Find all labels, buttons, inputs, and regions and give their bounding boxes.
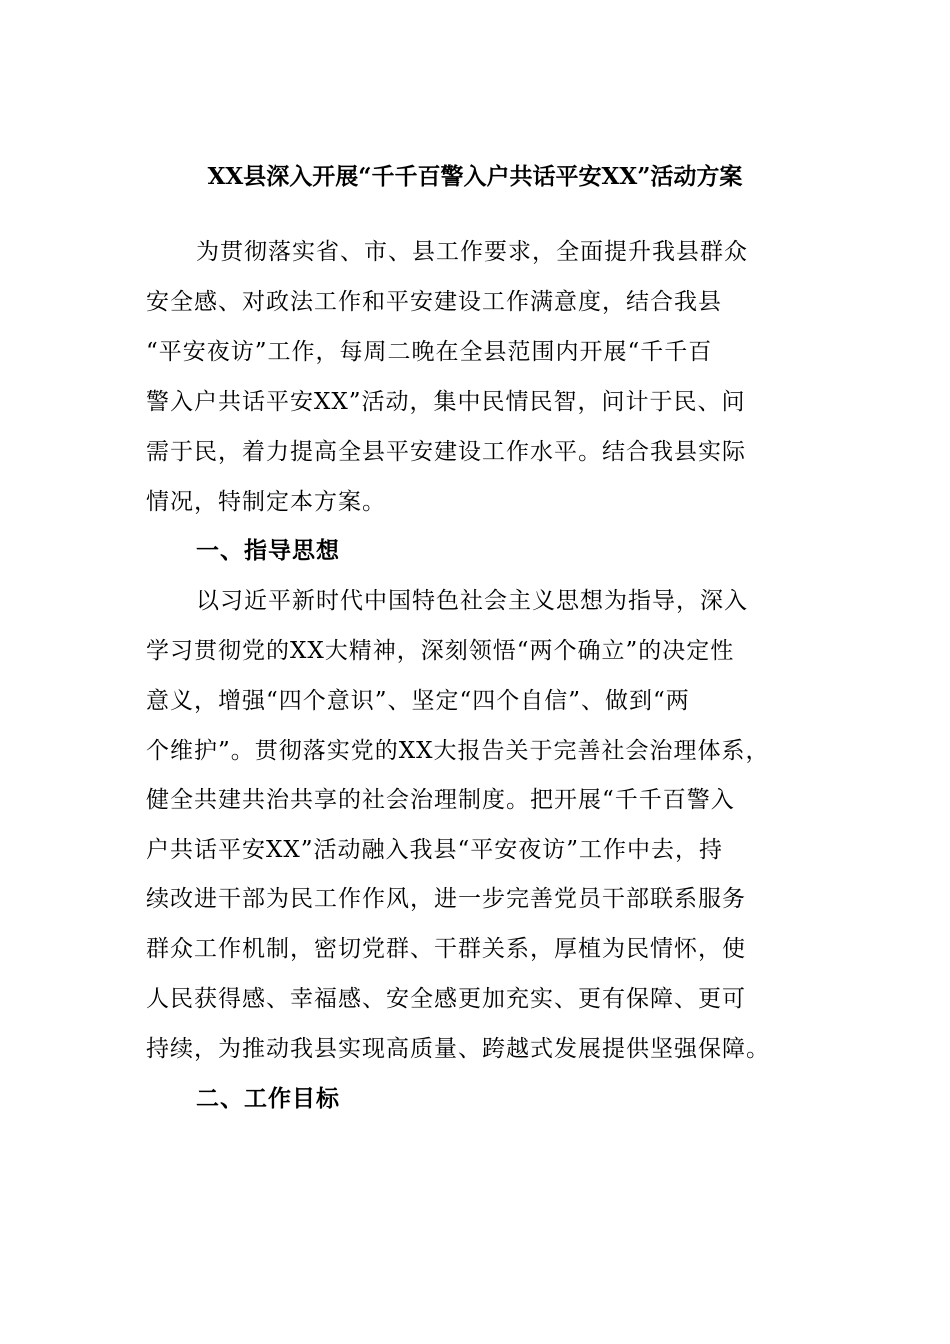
intro-line-1: 为贯彻落实省、市、县工作要求，全面提升我县群众 (196, 239, 748, 265)
document-title: XX县深入开展“千千百警入户共话平安XX”活动方案 (207, 163, 743, 190)
section1-line-4: 个维护”。贯彻落实党的XX大报告关于完善社会治理体系， (146, 738, 770, 764)
intro-line-6: 情况，特制定本方案。 (146, 489, 386, 515)
section1-line-8: 群众工作机制，密切党群、干群关系，厚植为民情怀，使 (146, 936, 746, 962)
section1-line-9: 人民获得感、幸福感、安全感更加充实、更有保障、更可 (146, 986, 746, 1012)
section1-line-1: 以习近平新时代中国特色社会主义思想为指导，深入 (196, 588, 748, 614)
section1-line-2: 学习贯彻党的XX大精神，深刻领悟“两个确立”的决定性 (146, 638, 735, 664)
intro-line-4: 警入户共话平安XX”活动，集中民情民智，问计于民、问 (146, 389, 746, 415)
section-heading-1: 一、指导思想 (196, 537, 340, 564)
intro-line-5: 需于民，着力提高全县平安建设工作水平。结合我县实际 (146, 439, 746, 465)
section-heading-2: 二、工作目标 (196, 1085, 340, 1112)
section1-line-3: 意义，增强“四个意识”、坚定“四个自信”、做到“两 (146, 688, 690, 714)
section1-line-7: 续改进干部为民工作作风，进一步完善党员干部联系服务 (146, 886, 746, 912)
intro-line-2: 安全感、对政法工作和平安建设工作满意度，结合我县 (146, 289, 722, 315)
section1-line-10: 持续，为推动我县实现高质量、跨越式发展提供坚强保障。 (146, 1036, 770, 1062)
section1-line-5: 健全共建共治共享的社会治理制度。把开展“千千百警入 (146, 787, 735, 813)
intro-line-3: “平安夜访”工作，每周二晚在全县范围内开展“千千百 (146, 339, 713, 365)
section1-line-6: 户共话平安XX”活动融入我县“平安夜访”工作中去，持 (146, 837, 724, 863)
